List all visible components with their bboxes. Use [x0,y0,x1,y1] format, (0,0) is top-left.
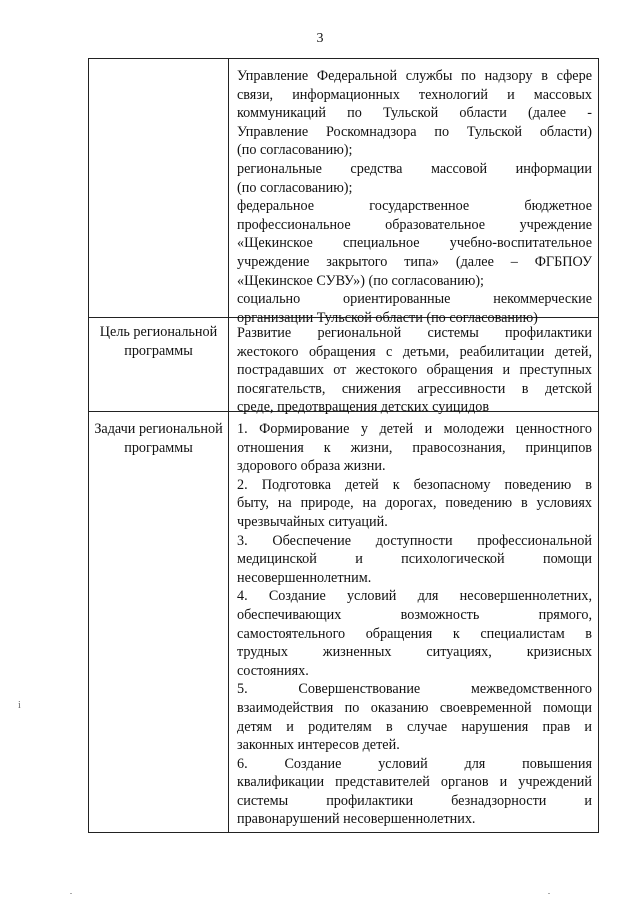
row2-text-line: Развитие региональной системы профилактики [237,325,592,341]
row3-text-line: 3. Обеспечение доступности профессиональной [237,532,592,549]
row3-text-line: системы профилактики безнадзорности и [237,792,592,809]
row1-text-line: коммуникаций по Тульской области (далее - [237,105,592,122]
margin-mark: i [18,700,21,711]
row3-label-line: программы [124,439,193,456]
row3-content [237,420,592,829]
row1-text-line: (по согласованию); [237,142,353,159]
row1-text-line: социально ориентированные некоммерческие [237,291,592,308]
row3-text-line: квалификации представителей органов и учреждений [237,774,592,791]
row2-text-line: посягательств, снижения агрессивности в детской [237,380,592,397]
row3-text-line: законных интересов детей. [237,737,400,754]
row1-text-line: региональные средства массовой информации [237,160,592,177]
row3-text-line: взаимодействия по оказанию своевременной помощи [237,699,592,716]
row1-text-line: учреждение закрытого типа» (далее – ФГБПОУ [237,253,592,270]
row3-text-line: самостоятельного обращения к специалистам в [237,625,592,642]
row3-text-line: медицинской и психологической помощи [237,551,592,568]
row2-text-line: жестокого обращения с детьми, реабилитации детей, [237,343,592,360]
row3-text-line: 1. Формирование у детей и молодежи ценностного [237,421,592,437]
row3-text-line: 4. Создание условий для несовершеннолетних, [237,588,592,605]
scan-speck [548,893,550,894]
row2-text-line: среде, предотвращения детских суицидов [237,399,490,416]
row1-text-line: связи, информационных технологий и массовых [237,86,592,103]
row3-text-line: правонарушений несовершеннолетних. [237,811,476,828]
row3-text-line: здорового образа жизни. [237,458,386,475]
row3-text-line: 2. Подготовка детей к безопасному поведению в [237,476,592,493]
row3-text-line: быту, на природе, на дорогах, поведению в условиях [237,495,592,512]
scan-speck [70,893,72,894]
program-passport-table [88,58,599,833]
row3-text-line: 6. Создание условий для повышения [237,755,592,772]
row2-label-line: программы [124,342,193,359]
page-number: 3 [316,31,324,46]
row1-text-line: федеральное государственное бюджетное [237,198,592,215]
column-divider [228,59,229,832]
row2-content [237,324,592,417]
row3-text-line: несовершеннолетним. [237,569,372,586]
row3-text-line: отношения к жизни, правосознания, принципов [237,439,592,456]
row3-text-line: детям и родителям в случае нарушения прав и [237,718,592,735]
row1-text-line: организации Тульской области (по согласованию) [237,309,538,326]
row1-content [237,67,592,327]
row3-label-line: Задачи региональной [94,421,223,437]
row2-label [89,323,228,360]
row3-text-line: обеспечивающих возможность прямого, [237,606,592,623]
row3-text-line: 5. Совершенствование межведомственного [237,681,592,698]
row1-text-line: Управление Федеральной службы по надзору в сфере [237,68,592,84]
row2-label-line: Цель региональной [99,324,218,340]
row1-text-line: (по согласованию); [237,179,353,196]
row1-text-line: профессиональное образовательное учреждение [237,216,592,233]
row1-text-line: «Щекинское СУВУ») (по согласованию); [237,272,484,289]
row3-label [89,420,228,457]
row3-text-line: трудных жизненных ситуациях, кризисных [237,644,592,661]
row2-text-line: пострадавших от жестокого обращения и преступных [237,362,592,379]
row3-text-line: состояниях. [237,662,309,679]
row3-text-line: чрезвычайных ситуаций. [237,513,388,530]
row1-text-line: «Щекинское специальное учебно-воспитательное [237,235,592,252]
row1-text-line: Управление Роскомнадзора по Тульской области) [237,123,592,140]
